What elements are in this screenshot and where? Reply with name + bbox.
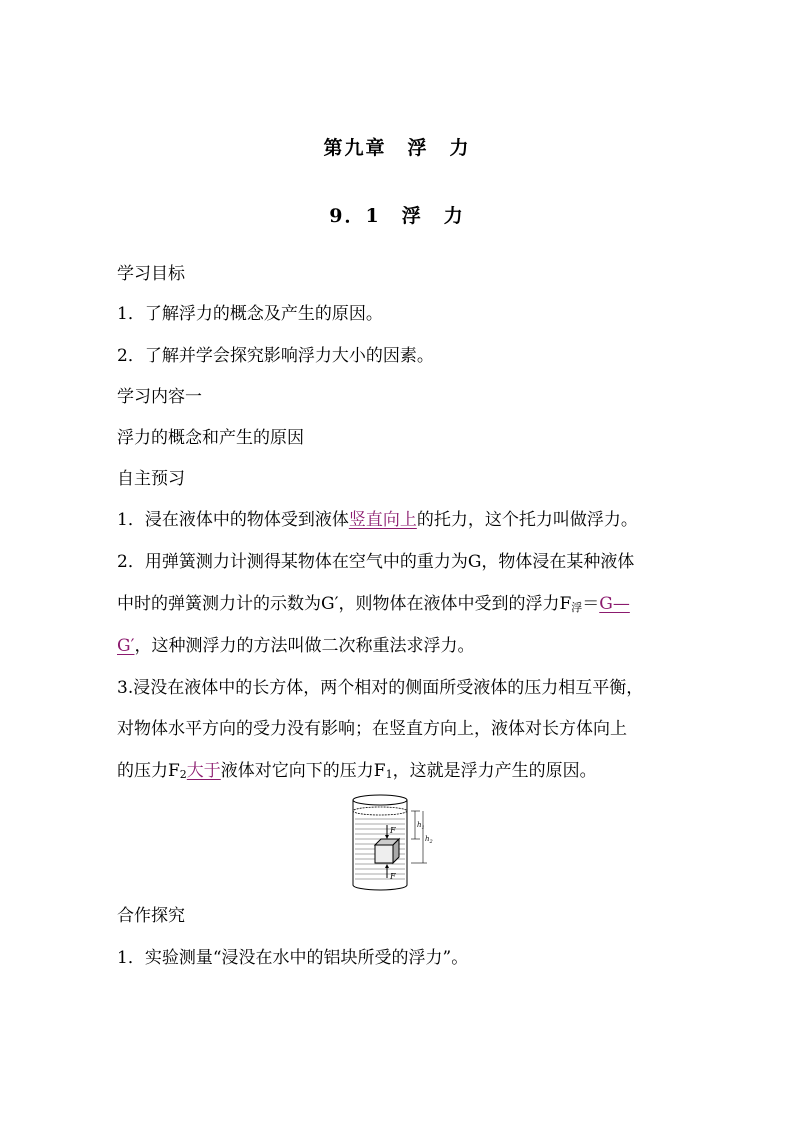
- q3-subscript-2: 2: [179, 768, 187, 781]
- q2-line2-pre: 中时的弹簧测力计的示数为G′，则物体在液体中受到的浮力F: [117, 594, 572, 614]
- buoyancy-diagram: [345, 793, 455, 893]
- beaker-bottom: [353, 885, 407, 890]
- preview-heading: 自主预习: [117, 469, 185, 489]
- q1-answer-blank: 竖直向上: [348, 510, 417, 530]
- cube-block: [375, 839, 399, 863]
- cooperate-heading: 合作探究: [117, 906, 185, 926]
- label-h1: $h_1$: [417, 821, 425, 831]
- beaker-rim: [353, 795, 407, 805]
- q3-line3-pre: 的压力F: [117, 761, 180, 781]
- question-3-line-1: 3.浸没在液体中的长方体，两个相对的侧面所受液体的压力相互平衡，: [117, 678, 644, 698]
- q1-text-pre: 1．浸在液体中的物体受到液体: [117, 510, 349, 530]
- question-2-line-1: 2．用弹簧测力计测得某物体在空气中的重力为G，物体浸在某种液体: [117, 552, 635, 572]
- water-surface: [353, 807, 407, 815]
- q2-subscript-fu: 浮: [571, 601, 583, 614]
- q3-answer-blank: 大于: [186, 761, 221, 781]
- section-title: 9．1 浮 力: [329, 205, 465, 227]
- q2-answer-blank-part1: G—: [599, 594, 630, 614]
- goals-heading: 学习目标: [117, 264, 185, 284]
- label-force-top: F: [390, 826, 396, 835]
- arrow-up-head: [385, 864, 389, 868]
- q2-line3-post: ，这种测浮力的方法叫做二次称重法求浮力。: [134, 636, 475, 656]
- question-2-line-3: [117, 634, 687, 658]
- label-force-bottom: F: [390, 872, 396, 881]
- q3-line3-mid: 液体对它向下的压力F: [220, 761, 386, 781]
- q2-answer-blank-part2: G′: [117, 636, 135, 656]
- question-1: [117, 508, 687, 532]
- goal-item-1: 1．了解浮力的概念及产生的原因。: [117, 304, 383, 324]
- content1-heading: 学习内容一: [117, 387, 202, 407]
- cooperate-item-1: 1．实验测量“浸没在水中的铝块所受的浮力”。: [117, 948, 469, 968]
- q3-subscript-1: 1: [385, 768, 393, 781]
- q2-equals: ＝: [582, 594, 600, 614]
- chapter-title: 第九章 浮 力: [323, 137, 471, 159]
- question-2-line-2: [117, 592, 687, 620]
- question-3-line-3: [117, 759, 687, 787]
- arrow-down-head: [385, 835, 389, 839]
- q3-line3-post: ，这就是浮力产生的原因。: [392, 761, 597, 781]
- content1-subheading: 浮力的概念和产生的原因: [117, 428, 304, 448]
- q1-text-post: 的托力，这个托力叫做浮力。: [416, 510, 638, 530]
- goal-item-2: 2．了解并学会探究影响浮力大小的因素。: [117, 346, 434, 366]
- question-3-line-2: 对物体水平方向的受力没有影响；在竖直方向上，液体对长方体向上: [117, 719, 627, 739]
- label-h2: $h_2$: [425, 835, 433, 845]
